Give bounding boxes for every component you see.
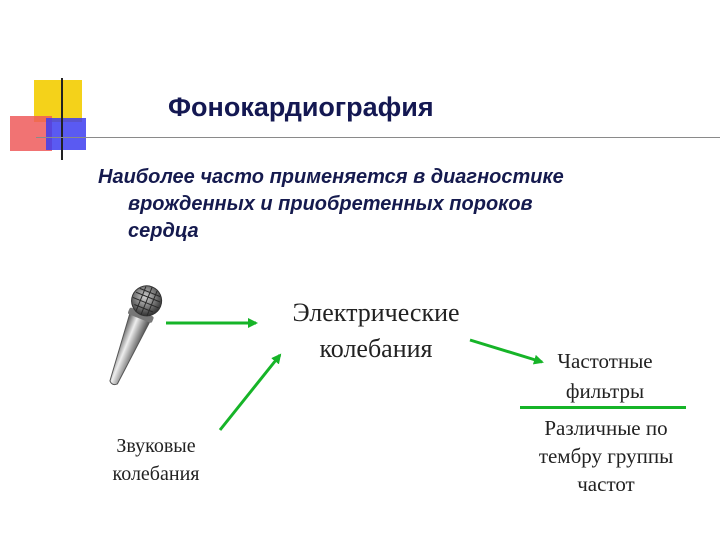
frequency-filters-label: [530, 346, 680, 406]
sound-line-1: Звуковые: [116, 435, 196, 457]
page-title: Фонокардиография: [168, 92, 434, 122]
electric-line-2: колебания: [319, 334, 433, 363]
subtitle-line-2: врожденных и приобретенных пороков: [128, 193, 533, 215]
subtitle-line-3: сердца: [128, 220, 199, 242]
filter-divider: [520, 406, 686, 409]
filters-line-2: фильтры: [565, 379, 645, 403]
electric-line-1: Электрические: [292, 298, 460, 327]
timbre-line-3: частот: [577, 472, 635, 496]
timbre-groups-label: [520, 414, 692, 498]
sound-oscillations-label: [86, 432, 226, 488]
timbre-line-2: тембру группы: [538, 444, 674, 468]
filters-line-1: Частотные: [557, 349, 653, 373]
timbre-line-1: Различные по: [544, 416, 668, 440]
subtitle-line-1: Наиболее часто применяется в диагностике: [98, 166, 564, 188]
sound-line-2: колебания: [112, 463, 200, 485]
electric-oscillations-label: [262, 295, 490, 367]
